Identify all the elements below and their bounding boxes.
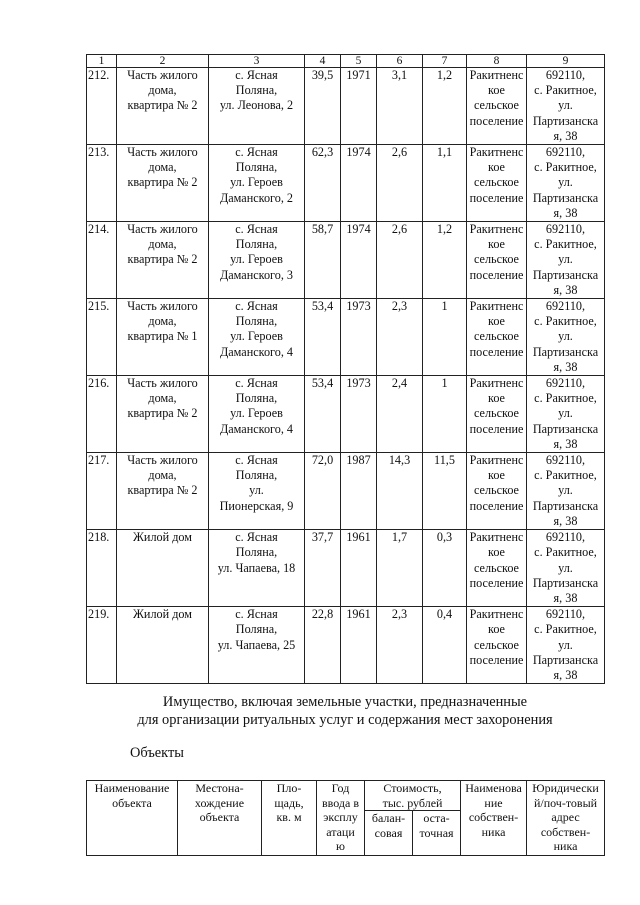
text-line: квартира № 2 bbox=[127, 406, 198, 421]
object-name bbox=[117, 68, 209, 145]
commission-year: 1961 bbox=[341, 530, 377, 607]
text-line: ул. bbox=[558, 637, 573, 652]
owner-name bbox=[467, 376, 527, 453]
commission-year: 1974 bbox=[341, 145, 377, 222]
residual-value: 1,1 bbox=[423, 145, 467, 222]
text-line: с. Ясная bbox=[235, 299, 278, 314]
text-line: Местона- bbox=[195, 781, 244, 795]
residual-value: 1 bbox=[423, 299, 467, 376]
residual-value: 1,2 bbox=[423, 222, 467, 299]
header-area bbox=[262, 781, 317, 856]
text-line: 692110, bbox=[545, 607, 586, 622]
object-location bbox=[209, 68, 305, 145]
text-line: й/поч-товый bbox=[533, 795, 598, 810]
text-line: с. Ясная bbox=[235, 530, 278, 545]
column-number: 7 bbox=[423, 55, 467, 68]
column-number-row bbox=[87, 55, 605, 68]
text-line: ул. bbox=[558, 252, 573, 267]
owner-address bbox=[527, 376, 605, 453]
section-heading-line-1: Имущество, включая земельные участки, предназначенные bbox=[162, 694, 528, 710]
text-line: балан- bbox=[371, 811, 406, 826]
text-line: Партизанска bbox=[532, 344, 599, 359]
text-line: квартира № 1 bbox=[127, 329, 198, 344]
row-number: 217. bbox=[87, 453, 117, 530]
balance-value: 2,6 bbox=[377, 145, 423, 222]
owner-name bbox=[467, 68, 527, 145]
text-line: Даманского, 4 bbox=[219, 344, 294, 359]
object-name bbox=[117, 376, 209, 453]
table-row bbox=[87, 530, 605, 607]
text-line: кое bbox=[488, 545, 505, 560]
text-line: я, 38 bbox=[553, 513, 578, 528]
text-line: Партизанска bbox=[532, 652, 599, 667]
text-line: ул. Героев bbox=[230, 252, 283, 267]
header-residual bbox=[413, 811, 461, 856]
text-line: Часть жилого bbox=[127, 222, 198, 237]
text-line: Поляна, bbox=[235, 622, 278, 637]
owner-name bbox=[467, 530, 527, 607]
text-line: хождение bbox=[194, 795, 245, 810]
column-number: 5 bbox=[341, 55, 377, 68]
text-line: я, 38 bbox=[553, 436, 578, 451]
text-line: Наименова bbox=[465, 781, 522, 795]
text-line: с. Ясная bbox=[235, 376, 278, 391]
object-area: 62,3 bbox=[305, 145, 341, 222]
object-area: 72,0 bbox=[305, 453, 341, 530]
text-line: с. Ракитное, bbox=[534, 545, 597, 560]
text-line: 692110, bbox=[545, 530, 586, 545]
object-area: 39,5 bbox=[305, 68, 341, 145]
text-line: ул. Леонова, 2 bbox=[219, 98, 294, 113]
text-line: сельское bbox=[474, 329, 519, 344]
text-line: Наименование bbox=[94, 781, 170, 795]
text-line: 692110, bbox=[545, 68, 586, 82]
text-line: объекта bbox=[112, 795, 152, 810]
text-line: с. Ясная bbox=[235, 68, 278, 82]
owner-address bbox=[527, 607, 605, 684]
text-line: я, 38 bbox=[553, 128, 578, 143]
object-area: 22,8 bbox=[305, 607, 341, 684]
text-line: поселение bbox=[469, 498, 524, 513]
text-line: кое bbox=[488, 622, 505, 637]
property-table bbox=[86, 54, 605, 684]
text-line: Ракитненс bbox=[469, 607, 524, 622]
text-line: с. Ясная bbox=[235, 453, 278, 468]
text-line: поселение bbox=[469, 652, 524, 667]
header-year bbox=[317, 781, 365, 856]
header-address bbox=[527, 781, 605, 856]
text-line: ника bbox=[553, 839, 578, 854]
text-line: сельское bbox=[474, 560, 519, 575]
balance-value: 1,7 bbox=[377, 530, 423, 607]
header-cost bbox=[365, 781, 461, 811]
text-line: сельское bbox=[474, 637, 519, 652]
text-line: собствен- bbox=[468, 810, 519, 825]
text-line: Партизанска bbox=[532, 498, 599, 513]
text-line: ул. bbox=[558, 483, 573, 498]
commission-year: 1973 bbox=[341, 299, 377, 376]
header-name bbox=[87, 781, 178, 856]
text-line: ул. Героев bbox=[230, 406, 283, 421]
object-location bbox=[209, 453, 305, 530]
text-line: кв. м bbox=[276, 810, 302, 825]
commission-year: 1974 bbox=[341, 222, 377, 299]
owner-address bbox=[527, 68, 605, 145]
text-line: ю bbox=[336, 839, 345, 854]
object-location bbox=[209, 145, 305, 222]
text-line: Часть жилого bbox=[127, 376, 198, 391]
text-line: щадь, bbox=[274, 795, 304, 810]
residual-value: 1,2 bbox=[423, 68, 467, 145]
owner-name bbox=[467, 145, 527, 222]
residual-value: 0,3 bbox=[423, 530, 467, 607]
owner-address bbox=[527, 222, 605, 299]
text-line: ул. bbox=[558, 560, 573, 575]
object-name bbox=[117, 453, 209, 530]
row-number: 212. bbox=[87, 68, 117, 145]
objects-header-row-1 bbox=[87, 781, 605, 811]
table-row bbox=[87, 376, 605, 453]
text-line: дома, bbox=[148, 160, 177, 175]
owner-name bbox=[467, 222, 527, 299]
text-line: ние bbox=[484, 795, 503, 810]
text-line: Ракитненс bbox=[469, 299, 524, 314]
text-line: ул. bbox=[558, 175, 573, 190]
text-line: Поляна, bbox=[235, 83, 278, 98]
text-line: поселение bbox=[469, 575, 524, 590]
text-line: кое bbox=[488, 160, 505, 175]
text-line: Жилой дом bbox=[133, 607, 192, 622]
text-line: ника bbox=[481, 824, 506, 839]
text-line: Стоимость, bbox=[383, 781, 442, 795]
text-line: Жилой дом bbox=[133, 530, 192, 545]
column-number: 2 bbox=[117, 55, 209, 68]
text-line: кое bbox=[488, 314, 505, 329]
table-row bbox=[87, 453, 605, 530]
text-line: 692110, bbox=[545, 453, 586, 468]
text-line: сельское bbox=[474, 98, 519, 113]
owner-name bbox=[467, 607, 527, 684]
text-line: квартира № 2 bbox=[127, 175, 198, 190]
balance-value: 2,3 bbox=[377, 607, 423, 684]
text-line: дома, bbox=[148, 468, 177, 483]
text-line: Ракитненс bbox=[469, 376, 524, 391]
row-number: 214. bbox=[87, 222, 117, 299]
text-line: с. Ясная bbox=[235, 607, 278, 622]
commission-year: 1971 bbox=[341, 68, 377, 145]
text-line: Партизанска bbox=[532, 267, 599, 282]
commission-year: 1987 bbox=[341, 453, 377, 530]
object-location bbox=[209, 299, 305, 376]
text-line: Поляна, bbox=[235, 160, 278, 175]
text-line: Ракитненс bbox=[469, 68, 524, 82]
owner-address bbox=[527, 453, 605, 530]
residual-value: 0,4 bbox=[423, 607, 467, 684]
text-line: адрес bbox=[551, 810, 580, 825]
text-line: ул. Героев bbox=[230, 175, 283, 190]
table-row bbox=[87, 222, 605, 299]
object-location bbox=[209, 376, 305, 453]
text-line: дома, bbox=[148, 83, 177, 98]
text-line: объекта bbox=[199, 810, 240, 825]
header-location bbox=[178, 781, 262, 856]
text-line: с. Ракитное, bbox=[534, 468, 597, 483]
section-heading-line-2: для организации ритуальных услуг и содержания мест захоронения bbox=[137, 712, 553, 728]
text-line: Ракитненс bbox=[469, 222, 524, 237]
text-line: сельское bbox=[474, 252, 519, 267]
text-line: ул. Чапаева, 18 bbox=[217, 560, 296, 575]
owner-name bbox=[467, 299, 527, 376]
text-line: квартира № 2 bbox=[127, 483, 198, 498]
text-line: 692110, bbox=[545, 145, 586, 160]
text-line: Часть жилого bbox=[127, 299, 198, 314]
text-line: Поляна, bbox=[235, 314, 278, 329]
text-line: кое bbox=[488, 468, 505, 483]
column-number: 6 bbox=[377, 55, 423, 68]
owner-address bbox=[527, 145, 605, 222]
text-line: с. Ракитное, bbox=[534, 391, 597, 406]
text-line: поселение bbox=[469, 113, 524, 128]
text-line: с. Ракитное, bbox=[534, 622, 597, 637]
text-line: с. Ясная bbox=[235, 222, 278, 237]
table-row bbox=[87, 607, 605, 684]
text-line: я, 38 bbox=[553, 667, 578, 682]
balance-value: 2,4 bbox=[377, 376, 423, 453]
text-line: Поляна, bbox=[235, 237, 278, 252]
object-location bbox=[209, 222, 305, 299]
text-line: Пло- bbox=[276, 781, 302, 795]
text-line: сельское bbox=[474, 175, 519, 190]
text-line: 692110, bbox=[545, 376, 586, 391]
text-line: оста- bbox=[423, 811, 450, 826]
text-line: я, 38 bbox=[553, 590, 578, 605]
text-line: Часть жилого bbox=[127, 145, 198, 160]
objects-label: Объекты bbox=[130, 745, 184, 761]
text-line: с. Ракитное, bbox=[534, 314, 597, 329]
column-number: 9 bbox=[527, 55, 605, 68]
object-area: 58,7 bbox=[305, 222, 341, 299]
object-area: 37,7 bbox=[305, 530, 341, 607]
text-line: кое bbox=[488, 391, 505, 406]
row-number: 219. bbox=[87, 607, 117, 684]
object-location bbox=[209, 607, 305, 684]
owner-address bbox=[527, 530, 605, 607]
text-line: атаци bbox=[326, 824, 355, 839]
row-number: 213. bbox=[87, 145, 117, 222]
text-line: поселение bbox=[469, 267, 524, 282]
text-line: Партизанска bbox=[532, 421, 599, 436]
text-line: ул. bbox=[249, 483, 264, 498]
text-line: квартира № 2 bbox=[127, 252, 198, 267]
text-line: поселение bbox=[469, 344, 524, 359]
text-line: Партизанска bbox=[532, 190, 599, 205]
owner-address bbox=[527, 299, 605, 376]
text-line: я, 38 bbox=[553, 282, 578, 297]
text-line: Партизанска bbox=[532, 113, 599, 128]
text-line: Поляна, bbox=[235, 391, 278, 406]
text-line: 692110, bbox=[545, 299, 586, 314]
text-line: кое bbox=[488, 237, 505, 252]
text-line: Юридически bbox=[532, 781, 599, 795]
object-name bbox=[117, 607, 209, 684]
text-line: ул. bbox=[558, 98, 573, 113]
object-name bbox=[117, 222, 209, 299]
row-number: 216. bbox=[87, 376, 117, 453]
text-line: Пионерская, 9 bbox=[219, 498, 294, 513]
residual-value: 1 bbox=[423, 376, 467, 453]
balance-value: 3,1 bbox=[377, 68, 423, 145]
object-area: 53,4 bbox=[305, 299, 341, 376]
text-line: ул. bbox=[558, 406, 573, 421]
object-name bbox=[117, 145, 209, 222]
text-line: Часть жилого bbox=[127, 453, 198, 468]
text-line: Ракитненс bbox=[469, 145, 524, 160]
object-name bbox=[117, 299, 209, 376]
owner-name bbox=[467, 453, 527, 530]
text-line: ул. bbox=[558, 329, 573, 344]
text-line: тыс. рублей bbox=[382, 795, 443, 810]
text-line: дома, bbox=[148, 391, 177, 406]
text-line: Даманского, 2 bbox=[219, 190, 294, 205]
row-number: 215. bbox=[87, 299, 117, 376]
table-row bbox=[87, 68, 605, 145]
balance-value: 2,6 bbox=[377, 222, 423, 299]
object-name bbox=[117, 530, 209, 607]
object-area: 53,4 bbox=[305, 376, 341, 453]
text-line: Поляна, bbox=[235, 545, 278, 560]
text-line: Ракитненс bbox=[469, 453, 524, 468]
text-line: кое bbox=[488, 83, 505, 98]
text-line: квартира № 2 bbox=[127, 98, 198, 113]
text-line: я, 38 bbox=[553, 205, 578, 220]
table-row bbox=[87, 299, 605, 376]
text-line: Даманского, 3 bbox=[219, 267, 294, 282]
column-number: 4 bbox=[305, 55, 341, 68]
text-line: совая bbox=[374, 825, 403, 840]
text-line: дома, bbox=[148, 237, 177, 252]
row-number: 218. bbox=[87, 530, 117, 607]
text-line: 692110, bbox=[545, 222, 586, 237]
residual-value: 11,5 bbox=[423, 453, 467, 530]
column-number: 1 bbox=[87, 55, 117, 68]
text-line: точная bbox=[419, 825, 454, 840]
commission-year: 1961 bbox=[341, 607, 377, 684]
text-line: ул. Чапаева, 25 bbox=[217, 637, 296, 652]
text-line: эксплу bbox=[323, 810, 358, 825]
text-line: с. Ракитное, bbox=[534, 160, 597, 175]
text-line: поселение bbox=[469, 190, 524, 205]
objects-table bbox=[86, 780, 605, 856]
text-line: Год bbox=[331, 781, 350, 795]
balance-value: 2,3 bbox=[377, 299, 423, 376]
text-line: собствен- bbox=[540, 824, 591, 839]
commission-year: 1973 bbox=[341, 376, 377, 453]
table-row bbox=[87, 145, 605, 222]
balance-value: 14,3 bbox=[377, 453, 423, 530]
text-line: сельское bbox=[474, 483, 519, 498]
text-line: Даманского, 4 bbox=[219, 421, 294, 436]
text-line: с. Ясная bbox=[235, 145, 278, 160]
text-line: Часть жилого bbox=[127, 68, 198, 82]
column-number: 3 bbox=[209, 55, 305, 68]
text-line: ул. Героев bbox=[230, 329, 283, 344]
header-owner bbox=[461, 781, 527, 856]
text-line: с. Ракитное, bbox=[534, 237, 597, 252]
text-line: Поляна, bbox=[235, 468, 278, 483]
column-number: 8 bbox=[467, 55, 527, 68]
text-line: я, 38 bbox=[553, 359, 578, 374]
header-balance bbox=[365, 811, 413, 856]
text-line: Ракитненс bbox=[469, 530, 524, 545]
text-line: дома, bbox=[148, 314, 177, 329]
text-line: ввода в bbox=[321, 795, 359, 810]
text-line: поселение bbox=[469, 421, 524, 436]
text-line: Партизанска bbox=[532, 575, 599, 590]
object-location bbox=[209, 530, 305, 607]
text-line: с. Ракитное, bbox=[534, 83, 597, 98]
text-line: сельское bbox=[474, 406, 519, 421]
